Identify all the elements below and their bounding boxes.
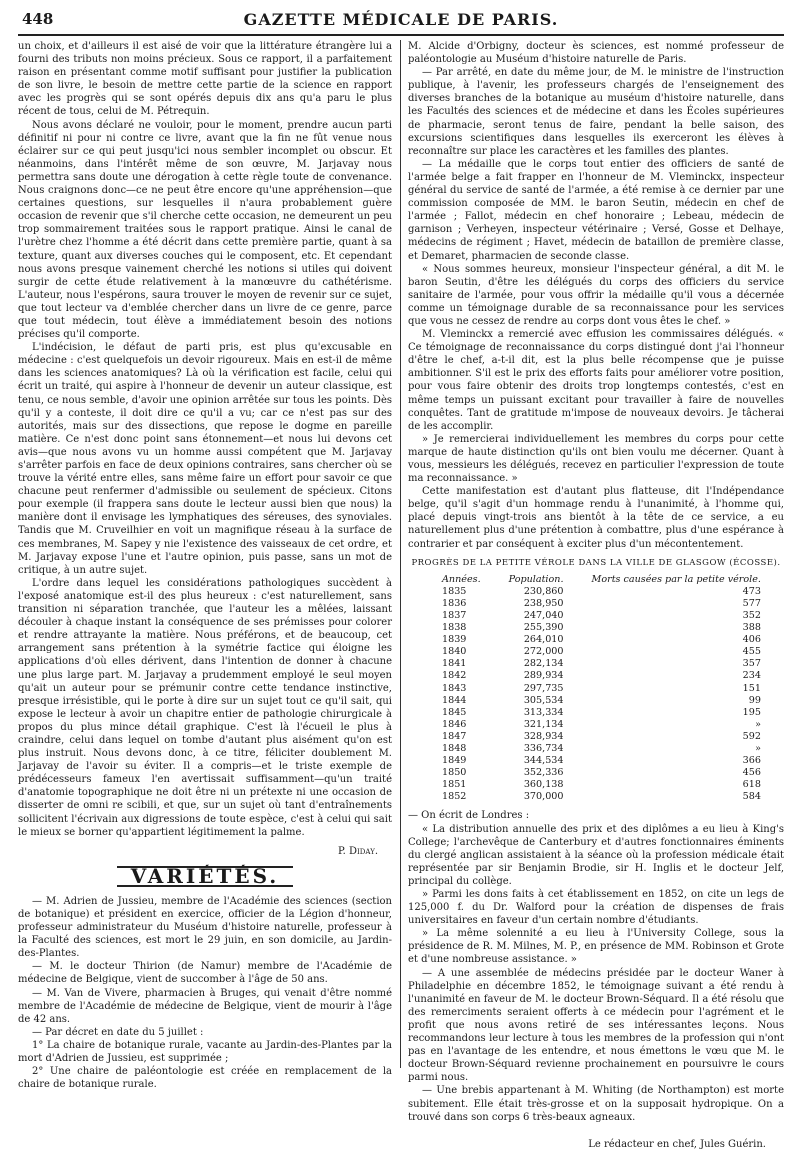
paragraph: » La même solennité a eu lieu à l'University College, sous la présidence de R. M. Milnes, M. P., en présence de MM. Robinson et Grote et d'une nombreuse assistance. » — [408, 928, 784, 966]
table-body — [428, 586, 775, 804]
editor-signature: Le rédacteur en chef, Jules Guérin. — [588, 1138, 766, 1150]
year-cell: 1848 — [442, 742, 467, 754]
deaths-cell: 456 — [742, 767, 761, 779]
table-row — [428, 707, 775, 719]
varietes-heading — [18, 863, 392, 888]
left-column — [18, 40, 392, 1091]
population-cell: 305,534 — [523, 694, 564, 706]
year-cell: 1839 — [442, 634, 467, 646]
population-cell: 247,040 — [523, 609, 564, 621]
author-signature: P. Diday. — [337, 845, 378, 857]
column-divider — [400, 40, 401, 1068]
paragraph: L'ordre dans lequel les considérations pathologiques succèdent à l'exposé anatomique est-il des plus heureux : c'est naturellement, sans transition ni séparation tranchée, que l'auteur les a mêlées, laissant découler à chaque instant la conséquence de ses prémisses pour colorer et rendre attrayante la matière. Nous préférons, et de beaucoup, cet arrangement sans prétention à la symétrie factice qui éloigne les applications d'où elles dérivent, dans l'intention de donner à chacune une plus large part. M. Jarjavay a prudemment employé le seul moyen qu'ait un auteur pour se prémunir contre cette tendance instinctive, presque irrésistible, qui le porte à dire sur un sujet tout ce qu'il sait, qui expose le lecteur à avoir un chapitre entier de pathologie chirurgicale à propos du plus mince détail graphique. C'est là l'écueil le plus à craindre, celui dans lequel on tombe d'autant plus aisément qu'on est plus instruit. Nous devons donc, à ce titre, féliciter doublement M. Jarjavay de l'avoir su éviter. Il a compris—et le triste exemple de prédécesseurs fameux l'en avertissait suffisamment—qu'un traité d'anatomie topographique ne doit être ni un prétexte ni une occasion de disserter de omni re scibili, et que, sur un sujet où tant d'entraînements sollicitent l'écrivain aux digressions de toute espèce, c'est à celui qui sait le mieux se borner qu'appartient légitimement la palme. — [18, 577, 392, 838]
paragraph: 2° Une chaire de paléontologie est créée en remplacement de la chaire de botanique rurale. — [18, 1066, 392, 1091]
paragraph: — A une assemblée de médecins présidée par le docteur Waner à Philadelphie en décembre 1852, le témoignage suivant a été rendu à l'unanimité en faveur de M. le docteur Brown-Séquard. Il a été résolu que des remerciments seraient offerts à ce médecin pour l'agrément et le profit que nous avons retiré de ses intéressantes leçons. Nous recommandons leur lecture à tous les membres de la profession qui n'ont pas en l'avantage de les entendre, et nous émettons le vœu que M. le docteur Brown-Séquard revienne prochainement en poursuivre le cours parmi nous. — [408, 967, 784, 1084]
paragraph: — Par décret en date du 5 juillet : — [32, 1026, 204, 1038]
population-cell: 264,010 — [523, 634, 564, 646]
table-row — [428, 610, 775, 622]
table-row — [428, 695, 775, 707]
population-cell: 360,138 — [523, 779, 564, 791]
population-cell: 344,534 — [523, 755, 564, 767]
table-row — [428, 791, 775, 803]
table-row — [428, 670, 775, 682]
deaths-cell: 577 — [742, 597, 761, 609]
paragraph: « La distribution annuelle des prix et des diplômes a eu lieu à King's College; l'archevêque de Canterbury et d'autres fonctionnaires éminents du clergé anglican assistaient à la séance où la profession médicale était représentée par sir Benjamin Brodie, sir H. Inglis et le docteur Jelf, principal du collège. — [408, 823, 784, 887]
newspaper-page — [18, 8, 784, 1150]
year-cell: 1841 — [442, 658, 467, 670]
paragraph: L'indécision, le défaut de parti pris, est plus qu'excusable en médecine : c'est quelquefois un devoir rigoureux. Mais en est-il de même dans les sciences anatomiques? Là où la vérification est facile, celui qui écrit un traité, qui aspire à l'honneur de devenir un auteur classique, est tenu, ce nous semble, d'avoir une opinion arrêtée sur tous les points. Dès qu'il y a conteste, il doit dire ce qu'il a vu; car ce n'est pas sur des autorités, mais sur des dissections, que repose le dogme en pareille matière. Ce n'est donc point sans étonnement—et nous lui devons cet avis—que nous avons vu un homme aussi compétent que M. Jarjavay s'arrêter parfois en face de deux opinions contraires, sans chercher où se trouve la vérité entre elles, sans même faire un effort pour savoir ce que chacune peut renfermer d'admissible ou seulement de spécieux. Citons pour exemple (il frappera sans doute le lecteur aussi bien que nous) la manière dont il envisage les lymphatiques des séreuses, des synoviales. Tandis que M. Cruveilhier en voit un magnifique réseau à la surface de ces membranes, M. Sapey y nie l'existence des vaisseaux de cet ordre, et M. Jarjavay expose l'une et l'autre opinion, puis passe, sans un mot de critique, à un autre sujet. — [18, 342, 392, 576]
paragraph: — M. le docteur Thirion (de Namur) membre de l'Académie de médecine de Belgique, vient de succomber à l'âge de 50 ans. — [18, 961, 392, 986]
paragraph: — M. Van de Vivere, pharmacien à Bruges, qui venait d'être nommé membre de l'Académie de médecine de Belgique, vient de mourir à l'âge de 42 ans. — [18, 987, 392, 1025]
deaths-cell: 352 — [742, 609, 761, 621]
year-cell: 1850 — [442, 767, 467, 779]
deaths-cell: 366 — [742, 755, 761, 767]
paragraph: 1° La chaire de botanique rurale, vacante au Jardin-des-Plantes par la mort d'Adrien de Jussieu, est supprimée ; — [18, 1039, 392, 1065]
deaths-cell: 99 — [748, 694, 761, 706]
table-row — [428, 683, 775, 695]
table-row — [428, 622, 775, 634]
paragraph: — Une brebis appartenant à M. Whiting (de Northampton) est morte subitement. Elle était très-grosse et on la supposait hydropique. On a trouvé dans son corps 6 très-beaux agneaux. — [408, 1085, 784, 1123]
paragraph: M. Vleminckx a remercié avec effusion les commissaires délégués. « Ce témoignage de reconnaissance du corps distingué dont j'ai l'honneur d'être le chef, a-t-il dit, est la plus belle récompense que je puisse ambitionner. S'il est le prix des efforts faits pour améliorer votre position, pour vous faire obtenir des droits trop longtemps contestés, c'est en même temps un puissant excitant pour travailler à faire de nouvelles conquêtes. Tant de gratitude m'impose de nouveaux devoirs. Je tâcherai de les accomplir. — [408, 329, 784, 432]
population-cell: 289,934 — [523, 670, 564, 682]
table-header-row — [428, 574, 775, 586]
year-cell: 1836 — [442, 597, 467, 609]
column-header: Morts causées par la petite vérole. — [591, 573, 761, 585]
table-row — [428, 658, 775, 670]
population-cell: 352,336 — [523, 767, 564, 779]
deaths-cell: 151 — [742, 682, 761, 694]
column-header: Population. — [508, 573, 564, 585]
population-cell: 272,000 — [523, 646, 564, 658]
paragraph: M. Alcide d'Orbigny, docteur ès sciences, est nommé professeur de paléontologie au Muséum d'histoire naturelle de Paris. — [408, 41, 784, 66]
columns — [18, 40, 784, 1150]
year-cell: 1852 — [442, 791, 467, 803]
paragraph: « Nous sommes heureux, monsieur l'inspecteur général, a dit M. le baron Seutin, d'être les délégués du corps des officiers du service sanitaire de l'armée, pour vous offrir la médaille qu'il vous a décernée comme un témoignage durable de sa reconnaissance pour les services que vous ne cessez de rendre au corps dont vous êtes le chef. » — [408, 263, 784, 327]
deaths-cell: » — [755, 718, 761, 730]
paragraph: — Par arrêté, en date du même jour, de M. le ministre de l'instruction publique, à l'avenir, les professeurs chargés de l'enseignement des diverses branches de la botanique au muséum d'histoire naturelle, dans les Facultés des sciences et de médecine et dans les Écoles supérieures de pharmacie, seront tenus de faire, pendant la belle saison, des excursions scientifiques dans lesquelles ils exerceront les élèves à reconnaître sur place les caractères et les familles des plantes. — [408, 67, 784, 157]
table-row — [428, 767, 775, 779]
page-number: 448 — [22, 10, 54, 28]
deaths-cell: » — [755, 742, 761, 754]
deaths-cell: 195 — [742, 706, 761, 718]
population-cell: 282,134 — [523, 658, 564, 670]
table-row — [428, 743, 775, 755]
population-cell: 313,334 — [523, 706, 564, 718]
year-cell: 1838 — [442, 622, 467, 634]
year-cell: 1842 — [442, 670, 467, 682]
column-header: Années. — [442, 573, 481, 585]
paragraph: un choix, et d'ailleurs il est aisé de voir que la littérature étrangère lui a fourni des tributs non moins précieux. Sous ce rapport, il a parfaitement raison en présentant comme motif suffisant pour justifier la publication de son livre, le besoin de mettre cette partie de la science en rapport avec les progrès qui se sont opérés depuis dix ans qu'a paru le plus récent de tous, celui de M. Pétrequin. — [18, 41, 392, 118]
table-row — [428, 586, 775, 598]
year-cell: 1851 — [442, 779, 467, 791]
deaths-cell: 388 — [742, 622, 761, 634]
varietes-title: VARIÉTÉS. — [117, 866, 294, 887]
year-cell: 1843 — [442, 682, 467, 694]
paragraph: » Parmi les dons faits à cet établissement en 1852, on cite un legs de 125,000 f. du Dr. Walford pour la création de dispenses de frais universitaires en faveur d'un certain nombre d'étudiants. — [408, 889, 784, 927]
population-cell: 321,134 — [523, 718, 564, 730]
table-row — [428, 779, 775, 791]
right-column — [408, 40, 784, 1150]
page-header — [18, 8, 784, 36]
population-cell: 238,950 — [523, 597, 564, 609]
population-cell: 255,390 — [523, 622, 564, 634]
table-row — [428, 646, 775, 658]
table-row — [428, 598, 775, 610]
paragraph: — M. Adrien de Jussieu, membre de l'Académie des sciences (section de botanique) et président en exercice, officier de la Légion d'honneur, professeur administrateur du Muséum d'histoire naturelle, professeur à la Faculté des sciences, est mort le 29 juin, en son domicile, au Jardin-des-Plantes. — [18, 895, 392, 960]
population-cell: 297,735 — [523, 682, 564, 694]
deaths-cell: 406 — [742, 634, 761, 646]
paragraph: Cette manifestation est d'autant plus flatteuse, dit l'Indépendance belge, qu'il s'agit d'un hommage rendu à l'unanimité, à l'homme qui, placé depuis vingt-trois ans bientôt à la tête de ce service, a eu naturellement plus d'une prétention à combattre, plus d'une espérance à contrarier et par conséquent à exciter plus d'un mécontentement. — [408, 486, 784, 550]
year-cell: 1846 — [442, 718, 467, 730]
year-cell: 1845 — [442, 706, 467, 718]
deaths-cell: 592 — [742, 730, 761, 742]
paragraph: » Je remercierai individuellement les membres du corps pour cette marque de haute distinction qu'ils ont bien voulu me décerner. Quant à vous, messieurs les délégués, recevez en particulier l'expression de toute ma reconnaissance. » — [408, 433, 784, 485]
deaths-cell: 473 — [742, 585, 761, 597]
year-cell: 1847 — [442, 730, 467, 742]
population-cell: 230,860 — [523, 585, 564, 597]
year-cell: 1835 — [442, 585, 467, 597]
year-cell: 1837 — [442, 609, 467, 621]
population-cell: 336,734 — [523, 742, 564, 754]
table-title: PROGRÈS DE LA PETITE VÉROLE DANS LA VILLE DE GLASGOW (ÉCOSSE). — [411, 557, 781, 568]
deaths-cell: 584 — [742, 791, 761, 803]
table-row — [428, 731, 775, 743]
paragraph: — On écrit de Londres : — [408, 810, 530, 822]
table-row — [428, 634, 775, 646]
deaths-cell: 357 — [742, 658, 761, 670]
table-row — [428, 755, 775, 767]
population-cell: 370,000 — [523, 791, 564, 803]
deaths-cell: 455 — [742, 646, 761, 658]
year-cell: 1840 — [442, 646, 467, 658]
table-row — [428, 719, 775, 731]
paragraph: — La médaille que le corps tout entier des officiers de santé de l'armée belge a fait frapper en l'honneur de M. Vleminckx, inspecteur général du service de santé de l'armée, a été remise à ce dernier par une commission composée de MM. le baron Seutin, médecin en chef de l'armée ; Fallot, médecin en chef honoraire ; Lebeau, médecin de garnison ; Verheyen, inspecteur vétérinaire ; Versé, Gosse et Delhaye, médecins de régiment ; Havet, médecin de bataillon de première classe, et Demaret, pharmacien de seconde classe. — [408, 158, 784, 262]
year-cell: 1849 — [442, 755, 467, 767]
smallpox-table — [428, 574, 775, 804]
year-cell: 1844 — [442, 694, 467, 706]
deaths-cell: 234 — [742, 670, 761, 682]
paragraph: Nous avons déclaré ne vouloir, pour le moment, prendre aucun parti définitif ni pour ni contre ce livre, avant que la fin ne fût venue nous éclairer sur ce qui peut jusqu'ici nous sembler incomplet ou obscur. Et néanmoins, dans l'intérêt même de son œuvre, M. Jarjavay nous permettra sans doute une dérogation à cette règle toute de convenance. Nous craignons donc—ce ne peut être encore qu'une appréhension—que certaines questions, sur lesquelles il n'aura probablement guère occasion de revenir que s'il cherche cette occasion, ne demeurent un peu trop sommairement traitées sous le rapport pratique. Ainsi le canal de l'urètre chez l'homme a été décrit dans cette première partie, quant à sa texture, quant aux diverses couches qui le composent, etc. Et cependant nous avons presque vainement cherché les notions si utiles qui doivent surgir de cette étude relativement à la manœuvre du cathétérisme. L'auteur, nous l'espérons, saura trouver le moyen de revenir sur ce sujet, que tout lecteur va d'emblée chercher dans un livre de ce genre, parce que tout médecin, tout élève a immédiatement besoin des notions précises qu'il comporte. — [18, 119, 392, 341]
deaths-cell: 618 — [742, 779, 761, 791]
journal-title: GAZETTE MÉDICALE DE PARIS. — [243, 10, 559, 29]
population-cell: 328,934 — [523, 730, 564, 742]
